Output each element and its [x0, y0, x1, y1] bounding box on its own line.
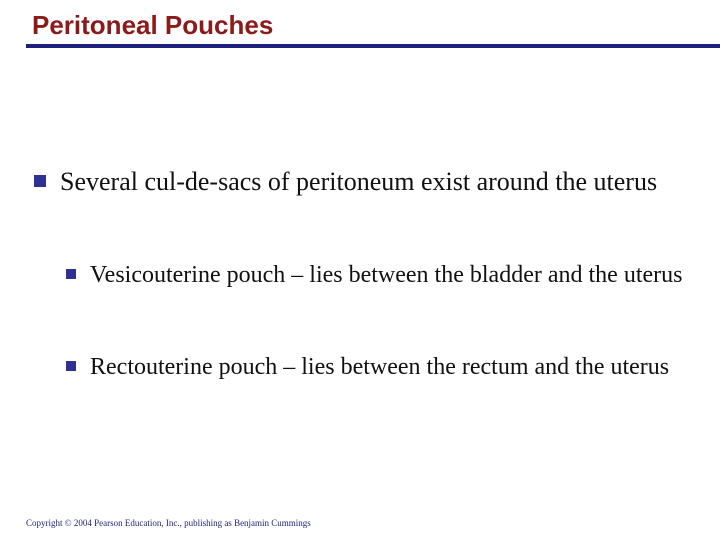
square-bullet-icon: [66, 361, 76, 371]
bullet-text: Rectouterine pouch – lies between the rectum and the uterus: [90, 354, 670, 380]
bullet-text: Vesicouterine pouch – lies between the bladder and the uterus: [90, 262, 683, 288]
bullet-text: Several cul-de-sacs of peritoneum exist around the uterus: [60, 167, 658, 196]
square-bullet-icon: [34, 175, 46, 187]
square-bullet-icon: [66, 269, 76, 279]
copyright-footer: Copyright © 2004 Pearson Education, Inc., publishing as Benjamin Cummings: [26, 518, 311, 528]
slide-title: Peritoneal Pouches: [32, 10, 274, 40]
bullet-item-vesicouterine: [66, 258, 696, 292]
bullet-item-main: [34, 165, 694, 199]
bullet-item-rectouterine: [66, 350, 696, 384]
title-underline: [26, 44, 720, 48]
